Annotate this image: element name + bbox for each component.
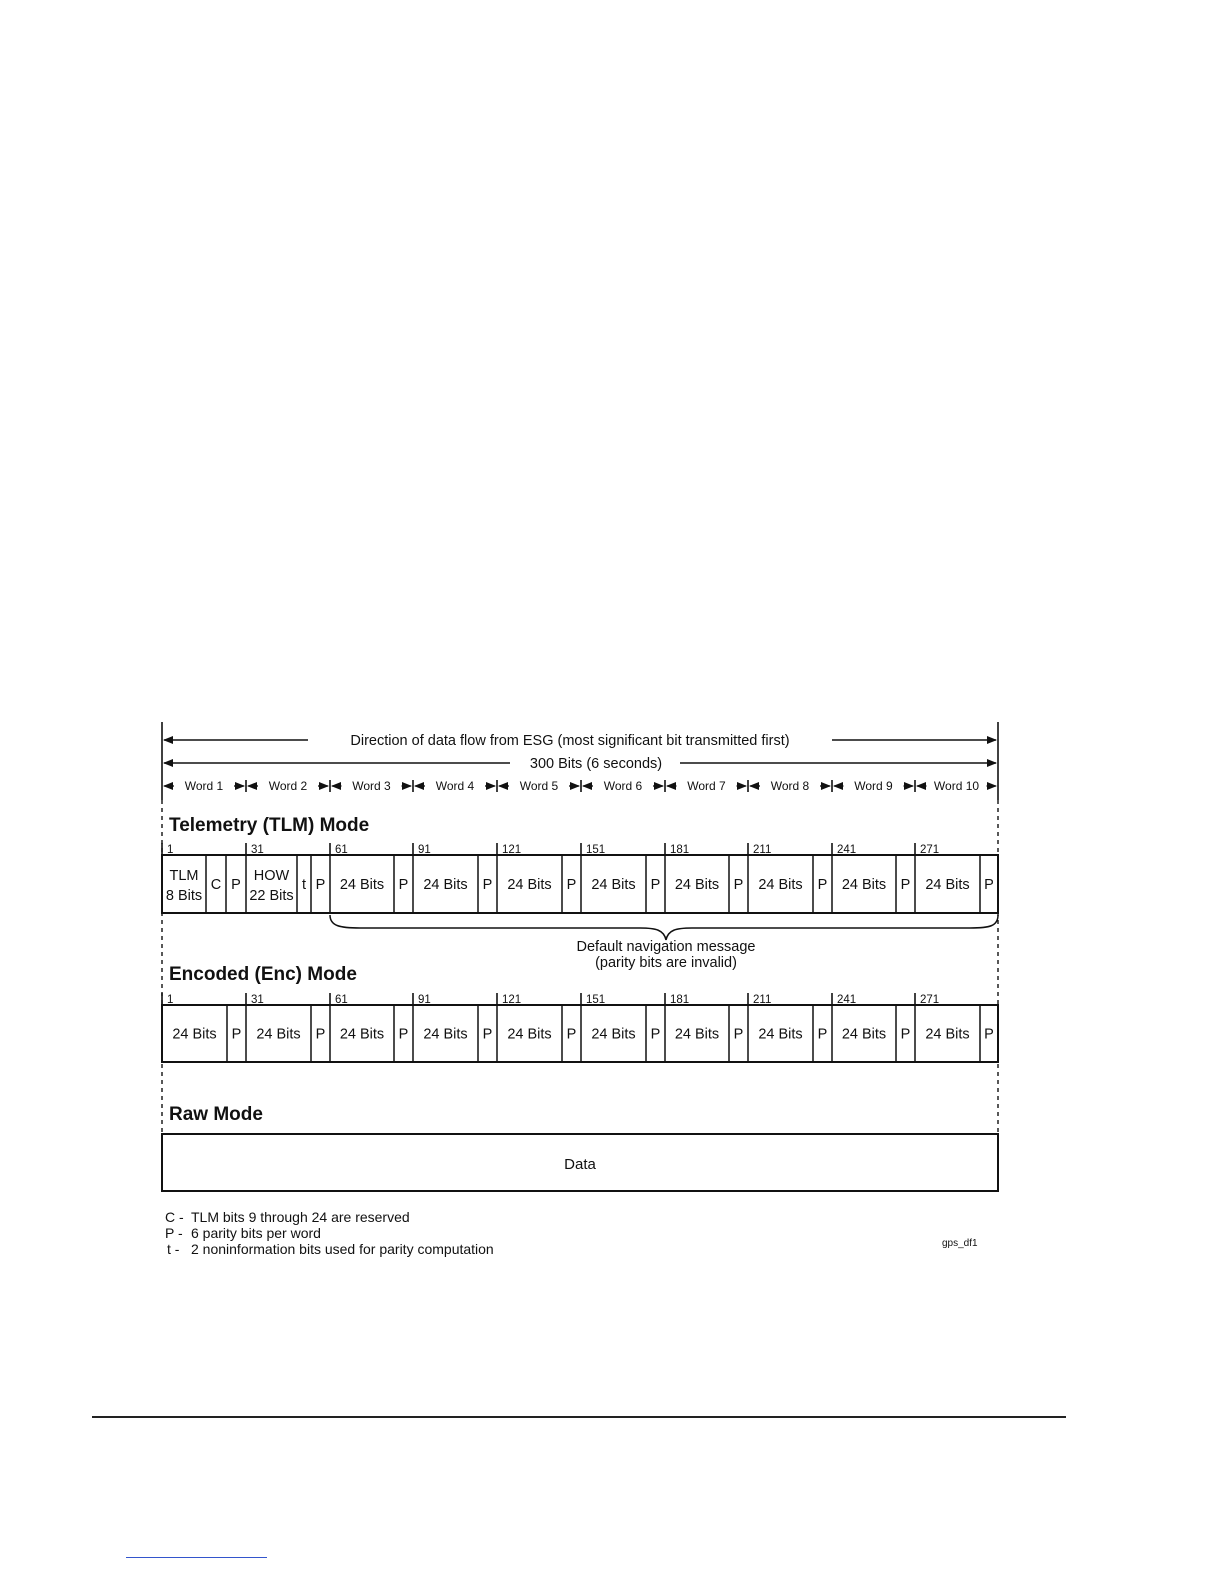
bit-marker-label: 271 <box>920 994 940 1006</box>
raw-mode-title: Raw Mode <box>169 1104 263 1125</box>
legend-text-t: 2 noninformation bits used for parity computation <box>191 1241 494 1257</box>
cell-label: 24 Bits <box>256 1026 301 1043</box>
cell-label: P <box>315 877 326 893</box>
cell-label: t <box>301 877 307 893</box>
cell-label: P <box>315 1026 326 1043</box>
word-arrow-7 <box>665 779 746 793</box>
total-bits-arrow <box>164 756 996 772</box>
word-arrow-3 <box>330 779 411 793</box>
bit-marker-label: 181 <box>670 844 690 856</box>
word-arrow-1 <box>164 779 244 793</box>
legend-key-c: C - <box>165 1209 184 1225</box>
legend-text-c: TLM bits 9 through 24 are reserved <box>191 1209 410 1225</box>
cell-label: P <box>482 1026 493 1043</box>
cell-label: 24 Bits <box>758 1026 803 1043</box>
bit-marker-label: 211 <box>753 844 772 856</box>
word-label-5: Word 5 <box>519 779 559 793</box>
cell-label: 24 Bits <box>423 1026 468 1043</box>
cell-label: P <box>398 1026 409 1043</box>
cell-label: 24 Bits <box>925 1026 970 1043</box>
bit-marker-label: 1 <box>167 844 174 856</box>
cell-label-line1: HOW <box>253 868 290 884</box>
cell-label: P <box>482 877 493 893</box>
word-arrow-8 <box>748 779 830 793</box>
direction-arrow <box>164 733 996 749</box>
bit-marker-label: 1 <box>167 994 174 1006</box>
bit-marker-label: 91 <box>418 994 431 1006</box>
cell-label: 24 Bits <box>591 877 636 893</box>
raw-data-label: Data <box>564 1156 596 1173</box>
cell-label: 24 Bits <box>758 877 803 893</box>
word-arrow-6 <box>581 779 663 793</box>
enc-frame <box>162 1005 998 1062</box>
cell-label: P <box>733 1026 744 1043</box>
direction-label: Direction of data flow from ESG (most significant bit transmitted first) <box>350 733 790 749</box>
bit-marker-label: 31 <box>251 844 264 856</box>
legend-key-p: P - <box>165 1225 183 1241</box>
cell-label: 24 Bits <box>841 1026 887 1043</box>
bit-marker-label: 211 <box>753 994 772 1006</box>
word-label-8: Word 8 <box>770 779 810 793</box>
word-label-10: Word 10 <box>933 779 980 793</box>
cell-label: P <box>733 877 744 893</box>
footer-rule <box>92 1416 1066 1418</box>
cell-label: P <box>900 1026 911 1043</box>
word-arrow-10 <box>915 779 996 793</box>
bit-marker-label: 61 <box>335 844 348 856</box>
bit-marker-label: 91 <box>418 844 431 856</box>
bit-marker-label: 181 <box>670 994 690 1006</box>
bit-marker-label: 31 <box>251 994 264 1006</box>
word-arrow-2 <box>246 779 328 793</box>
brace-label-line1: Default navigation message <box>576 939 756 955</box>
legend-key-t: t - <box>167 1241 180 1257</box>
word-label-7: Word 7 <box>687 779 726 793</box>
bit-marker-label: 151 <box>586 844 606 856</box>
word-label-1: Word 1 <box>184 779 224 793</box>
cell-label: 24 Bits <box>507 1026 552 1043</box>
figure-id: gps_df1 <box>942 1238 978 1249</box>
bit-marker-label: 271 <box>920 844 940 856</box>
bit-marker-label: 241 <box>837 844 857 856</box>
tlm-mode-title: Telemetry (TLM) Mode <box>169 815 370 836</box>
bit-marker-label: 151 <box>586 994 606 1006</box>
word-label-4: Word 4 <box>435 779 475 793</box>
word-arrows <box>164 779 996 793</box>
cell-label: 24 Bits <box>339 877 385 893</box>
cell-label: 24 Bits <box>339 1026 385 1043</box>
word-label-3: Word 3 <box>352 779 391 793</box>
bit-marker-label: 241 <box>837 994 857 1006</box>
default-nav-brace <box>330 915 998 940</box>
cell-label: 24 Bits <box>674 877 720 893</box>
cell-label: 24 Bits <box>674 1026 720 1043</box>
cell-label-line1: TLM <box>169 868 199 884</box>
cell-label: P <box>650 877 661 893</box>
cell-label: P <box>817 1026 828 1043</box>
enc-mode-title: Encoded (Enc) Mode <box>169 964 357 985</box>
cell-label: P <box>817 877 828 893</box>
cell-label: 24 Bits <box>507 877 552 893</box>
cell-label: P <box>231 877 241 893</box>
word-label-2: Word 2 <box>268 779 308 793</box>
cell-label: 24 Bits <box>841 877 887 893</box>
cell-label: P <box>566 877 577 893</box>
brace-label-line2: (parity bits are invalid) <box>595 955 737 971</box>
cell-label: C <box>210 877 222 893</box>
cell-label: P <box>650 1026 661 1043</box>
bit-marker-label: 121 <box>502 844 522 856</box>
cell-label-line2: 8 Bits <box>165 888 203 904</box>
cell-label: 24 Bits <box>172 1026 217 1043</box>
cell-label: P <box>566 1026 577 1043</box>
bit-marker-label: 61 <box>335 994 348 1006</box>
cell-label-line2: 22 Bits <box>249 888 294 904</box>
word-label-9: Word 9 <box>854 779 893 793</box>
word-arrow-5 <box>497 779 579 793</box>
cell-label: 24 Bits <box>423 877 468 893</box>
tlm-frame <box>162 855 998 913</box>
legend <box>165 1209 494 1257</box>
word-arrow-4 <box>413 779 495 793</box>
total-bits-label: 300 Bits (6 seconds) <box>529 756 663 772</box>
footer-link-underline <box>126 1557 267 1558</box>
cell-label: P <box>900 877 911 893</box>
word-arrow-9 <box>832 779 913 793</box>
cell-label: P <box>984 1026 994 1043</box>
word-label-6: Word 6 <box>603 779 643 793</box>
bit-marker-label: 121 <box>502 994 522 1006</box>
cell-label: P <box>398 877 409 893</box>
cell-label: P <box>984 877 994 893</box>
cell-label: P <box>231 1026 242 1043</box>
cell-label: 24 Bits <box>591 1026 636 1043</box>
cell-label: 24 Bits <box>925 877 970 893</box>
legend-text-p: 6 parity bits per word <box>191 1225 321 1241</box>
